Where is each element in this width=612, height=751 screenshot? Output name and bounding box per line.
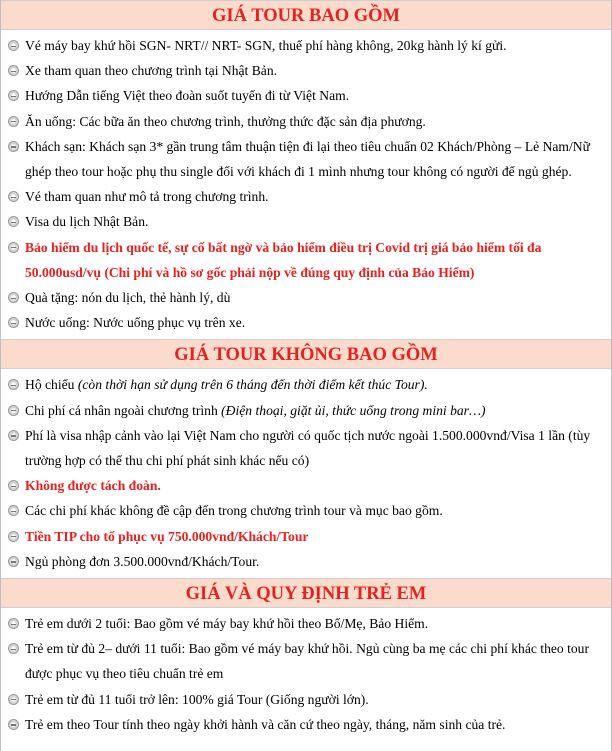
circle-bullet-icon — [8, 141, 19, 152]
list-item — [1, 310, 611, 335]
item-text: Chi phí cá nhân ngoài chương trình — [25, 402, 222, 418]
item-text: Tiền TIP cho tổ phục vụ 750.000vnđ/Khách/Tour — [25, 528, 309, 544]
children-list — [1, 608, 611, 741]
no-separation-item — [1, 473, 611, 498]
passport-item — [1, 372, 611, 397]
circle-bullet-icon — [8, 430, 19, 441]
circle-bullet-icon — [8, 556, 19, 567]
item-text: Vé máy bay khứ hồi SGN- NRT// NRT- SGN, thuế phí hàng không, 20kg hành lý kí gửi. — [25, 38, 507, 53]
item-text: Khách sạn: Khách sạn 3* gần trung tâm thuận tiện đi lại theo tiêu chuẩn 02 Khách/Phòng – Lẻ Nam/Nữ ghép theo tour hoặc phụ thu single đối với khách đi 1 mình nhưng tour không có người để ngủ ghép. — [25, 138, 590, 180]
circle-bullet-icon — [8, 719, 19, 730]
circle-bullet-icon — [8, 90, 19, 101]
circle-bullet-icon — [8, 531, 19, 542]
circle-bullet-icon — [8, 505, 19, 516]
item-text: Các chi phí khác không đề cập đến trong chương trình tour và mục bao gồm. — [25, 503, 443, 519]
list-item — [1, 134, 611, 184]
children-section-title: GIÁ VÀ QUY ĐỊNH TRẺ EM — [1, 578, 611, 608]
item-text: Phí là visa nhập cảnh vào lại Việt Nam cho người có quốc tịch nước ngoài 1.500.000vnđ/Visa 1 lần (tùy trường hợp có thể thu chi phí phát sinh khác nếu có) — [25, 427, 591, 469]
excluded-section-title: GIÁ TOUR KHÔNG BAO GỒM — [1, 339, 611, 369]
circle-bullet-icon — [8, 191, 19, 202]
list-item — [1, 184, 611, 209]
list-item — [1, 209, 611, 234]
circle-bullet-icon — [8, 317, 19, 328]
item-text: Trẻ em dưới 2 tuổi: Bao gồm vé máy bay khứ hồi theo Bố/Mẹ, Bảo Hiểm. — [25, 616, 429, 632]
item-text: Nước uống: Nước uống phục vụ trên xe. — [25, 315, 246, 331]
circle-bullet-icon — [8, 694, 19, 705]
item-text: Hướng Dẫn tiếng Việt theo đoàn suốt tuyến đi từ Việt Nam. — [25, 88, 350, 104]
circle-bullet-icon — [8, 643, 19, 654]
item-note: (còn thời hạn sử dụng trên 6 tháng đến thời điểm kết thúc Tour). — [77, 377, 428, 393]
list-item — [1, 109, 611, 134]
circle-bullet-icon — [8, 480, 19, 491]
insurance-item — [1, 235, 611, 285]
list-item — [1, 33, 611, 58]
excluded-list — [1, 369, 611, 578]
list-item — [1, 285, 611, 310]
item-text: Bảo hiểm du lịch quốc tế, sự cố bất ngờ và bảo hiểm điều trị Covid trị giá bảo hiểm tối đa 50.000usd/vụ (Chi phí và hồ sơ gốc phải nộp về đúng quy định của Bảo Hiểm) — [25, 239, 542, 280]
circle-bullet-icon — [8, 618, 19, 629]
list-item — [1, 636, 611, 686]
list-item — [1, 712, 611, 737]
circle-bullet-icon — [8, 216, 19, 227]
item-text: Visa du lịch Nhật Bản. — [25, 214, 149, 230]
list-item — [1, 611, 611, 636]
item-note: (Điện thoại, giặt ủi, thức uống trong mini bar…) — [221, 402, 486, 418]
circle-bullet-icon — [8, 40, 19, 51]
personal-expense-item — [1, 398, 611, 423]
circle-bullet-icon — [8, 65, 19, 76]
list-item — [1, 58, 611, 83]
item-text: Không được tách đoàn. — [25, 478, 161, 494]
included-section-title: GIÁ TOUR BAO GỒM — [1, 0, 611, 30]
list-item — [1, 498, 611, 523]
circle-bullet-icon — [8, 116, 19, 127]
circle-bullet-icon — [8, 405, 19, 416]
item-text: Ngủ phòng đơn 3.500.000vnđ/Khách/Tour. — [25, 553, 260, 569]
list-item — [1, 423, 611, 473]
list-item — [1, 687, 611, 712]
item-text: Trẻ em từ đủ 11 tuổi trở lên: 100% giá Tour (Giống người lớn). — [25, 691, 369, 707]
tip-item — [1, 524, 611, 549]
circle-bullet-icon — [8, 292, 19, 303]
circle-bullet-icon — [8, 379, 19, 390]
list-item — [1, 549, 611, 574]
item-text: Vé tham quan như mô tả trong chương trình. — [25, 189, 269, 205]
item-text: Quà tặng: nón du lịch, thẻ hành lý, dù — [25, 290, 231, 306]
item-text: Trẻ em theo Tour tính theo ngày khởi hành và căn cứ theo ngày, tháng, năm sinh của trẻ. — [25, 716, 506, 732]
item-text: Xe tham quan theo chương trình tại Nhật Bản. — [25, 63, 278, 79]
list-item — [1, 83, 611, 108]
item-text: Trẻ em từ đủ 2– dưới 11 tuổi: Bao gồm vé máy bay khứ hồi. Ngủ cùng ba mẹ các chi phí khác theo tour được phục vụ theo tiêu chuẩn trẻ em — [25, 641, 590, 682]
item-text: Ăn uống: Các bữa ăn theo chương trình, thưởng thức đặc sản địa phương. — [25, 113, 426, 129]
item-text: Hộ chiếu — [25, 377, 78, 393]
included-list — [1, 30, 611, 339]
circle-bullet-icon — [8, 242, 19, 253]
